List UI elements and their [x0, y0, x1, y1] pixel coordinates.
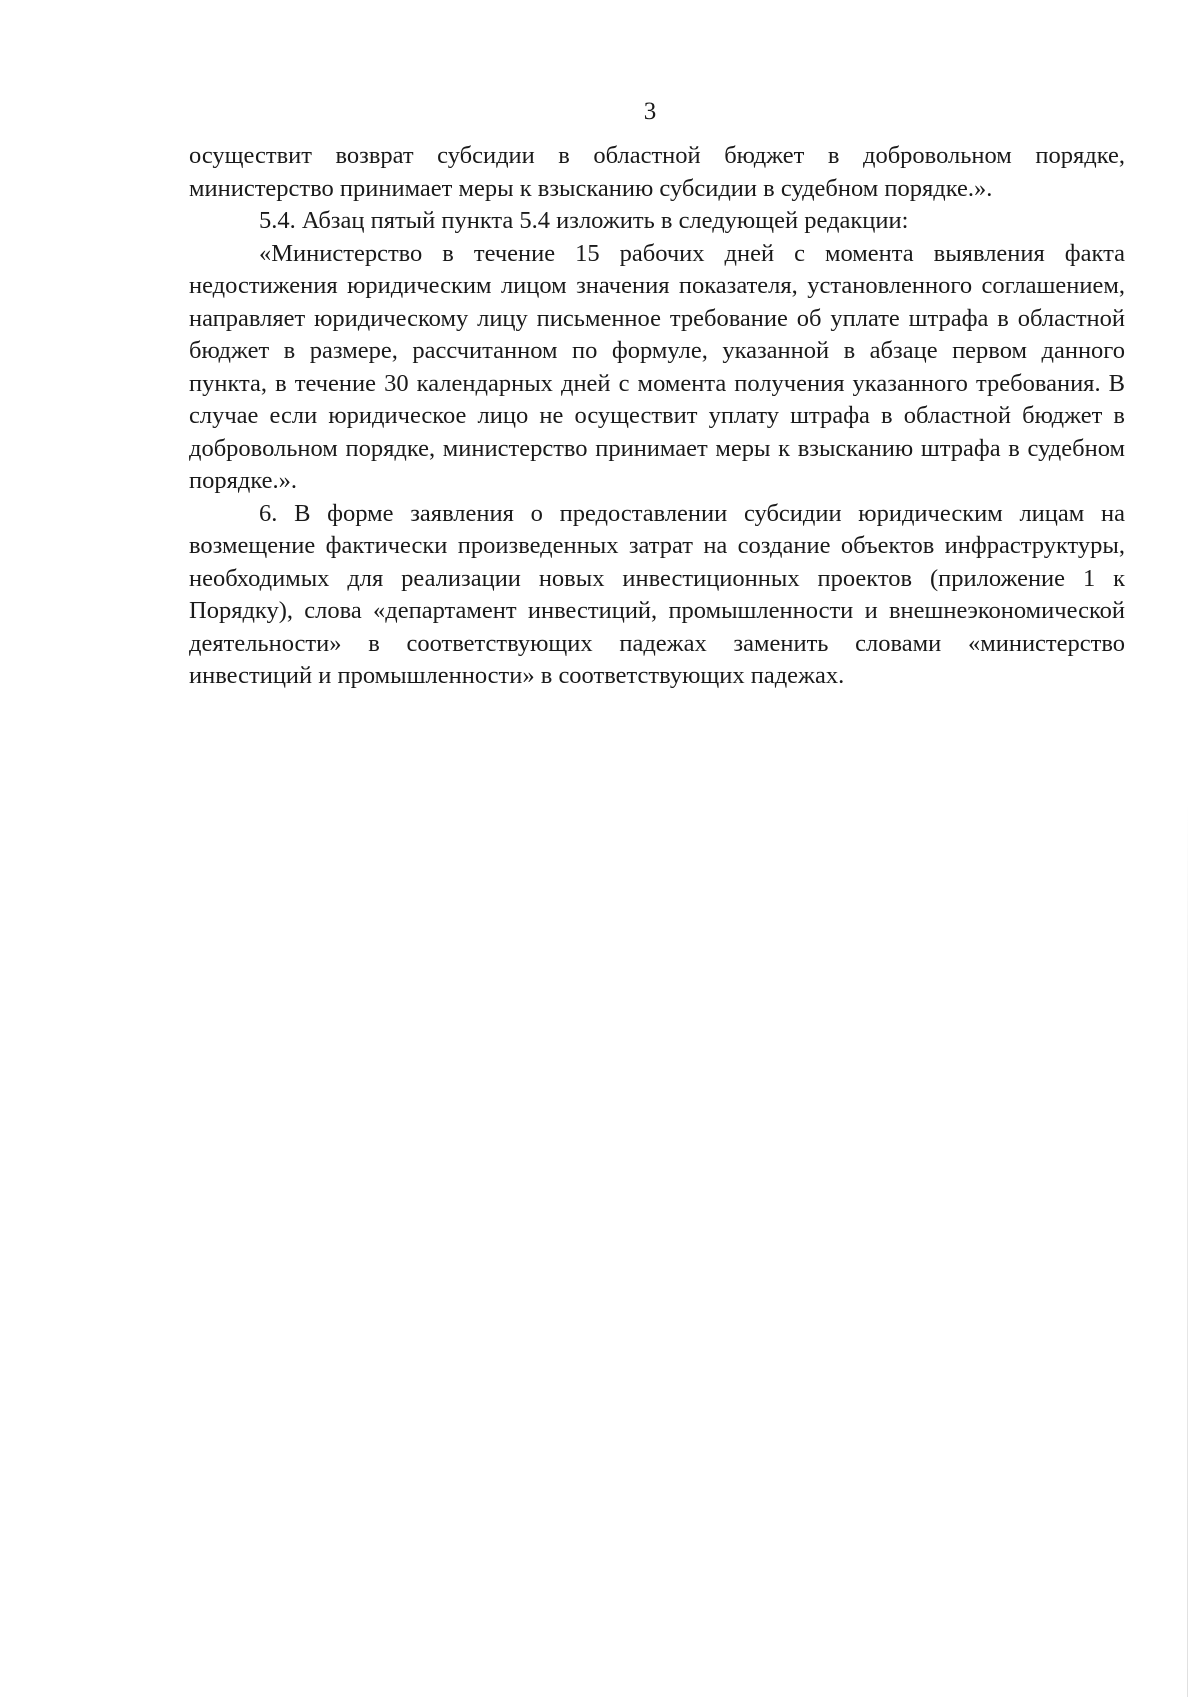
page-number: 3 — [643, 98, 657, 125]
paragraph-subsidy-return-ending: осуществит возврат субсидии в областной бюджет в добровольном порядке, министерство принимает меры к взысканию субсидии в судебном порядке.». — [189, 142, 1125, 202]
paragraph-fine-requirement: «Министерство в течение 15 рабочих дней с момента выявления факта недостижения юридическим лицом значения показателя, установленного соглашением, направляет юридическому лицу письменное требование об уплате штрафа в областной бюджет в размере, рассчитанном по формуле, указанной в абзаце первом данного пункта, в течение 30 календарных дней с момента получения указанного требования. В случае если юридическое лицо не осуществит уплату штрафа в областной бюджет в добровольном порядке, министерство принимает меры к взысканию штрафа в судебном порядке.». — [189, 239, 1125, 494]
paragraph-application-form-amendment: 6. В форме заявления о предоставлении субсидии юридическим лицам на возмещение фактически произведенных затрат на создание объектов инфраструктуры, необходимых для реализации новых инвестиционных проектов (приложение 1 к Порядку), слова «департамент инвестиций, промышленности и внешнеэкономической деятельности» в соответствующих падежах заменить словами «министерство инвестиций и промышленности» в соответствующих падежах. — [189, 499, 1125, 689]
document-body — [189, 140, 1125, 693]
paragraph-amendment-5-4: 5.4. Абзац пятый пункта 5.4 изложить в следующей редакции: — [259, 207, 909, 234]
scan-edge-mark — [1187, 800, 1188, 1697]
